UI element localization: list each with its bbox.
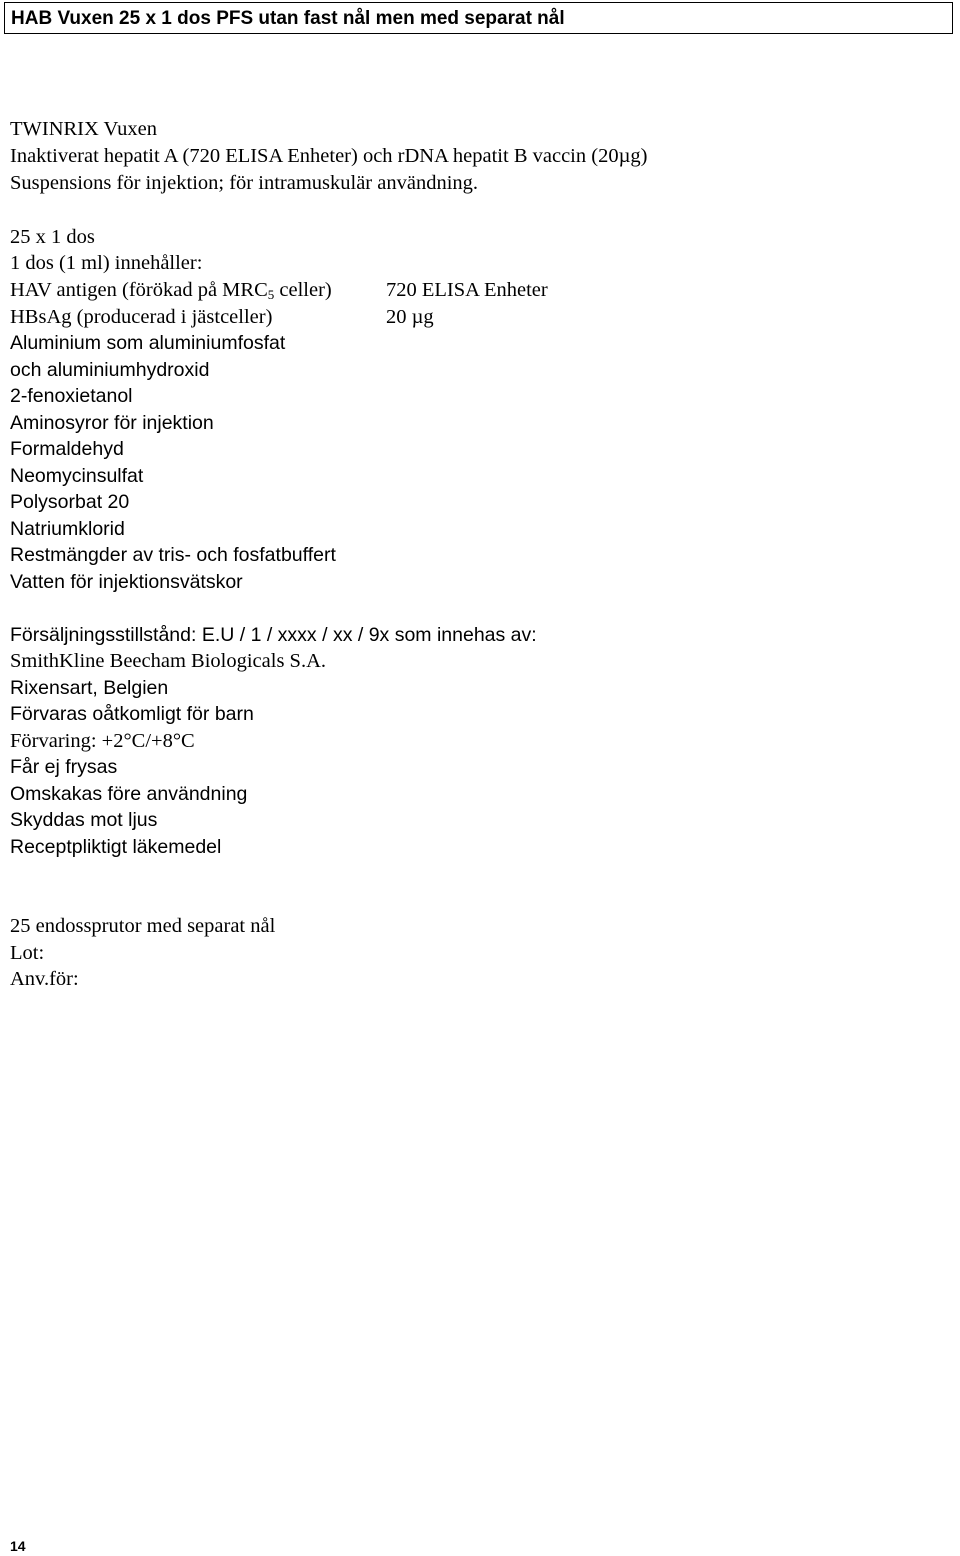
- excipient-item: och aluminiumhydroxid: [10, 359, 210, 381]
- header-box: [4, 2, 953, 34]
- product-name: TWINRIX Vuxen: [10, 118, 157, 140]
- hav-antigen-row: [10, 278, 332, 302]
- protect-from-light: Skyddas mot ljus: [10, 809, 158, 831]
- excipient-item: Aluminium som aluminiumfosfat: [10, 332, 286, 354]
- excipient-item: Formaldehyd: [10, 438, 124, 460]
- composition-intro: 1 dos (1 ml) innehåller:: [10, 252, 203, 274]
- excipient-item: Polysorbat 20: [10, 491, 130, 513]
- expiry-label: Anv.för:: [10, 968, 79, 990]
- excipient-item: Neomycinsulfat: [10, 465, 144, 487]
- product-form: Suspensions för injektion; för intramuskulär användning.: [10, 172, 479, 194]
- prescription-only: Receptpliktigt läkemedel: [10, 836, 222, 858]
- keep-from-children: Förvaras oåtkomligt för barn: [10, 703, 254, 725]
- hav-antigen-subscript: 5: [267, 287, 275, 302]
- hav-antigen-label-end: celler): [274, 279, 332, 301]
- lot-label: Lot:: [10, 942, 45, 964]
- pack-size: 25 x 1 dos: [10, 226, 95, 248]
- excipient-item: 2-fenoxietanol: [10, 385, 133, 407]
- marketing-authorisation: Försäljningsstillstånd: E.U / 1 / xxxx / xx / 9x som innehas av:: [10, 624, 537, 646]
- hav-antigen-label: HAV antigen (förökad på MRC: [10, 279, 268, 301]
- excipient-item: Vatten för injektionsvätskor: [10, 571, 243, 593]
- product-description: Inaktiverat hepatit A (720 ELISA Enheter) och rDNA hepatit B vaccin (20µg): [10, 145, 648, 167]
- holder-location: Rixensart, Belgien: [10, 677, 169, 699]
- page-title: HAB Vuxen 25 x 1 dos PFS utan fast nål men med separat nål: [11, 8, 565, 29]
- page-number: 14: [10, 1538, 26, 1554]
- storage-temperature: Förvaring: +2°C/+8°C: [10, 730, 195, 752]
- hav-antigen-amount: 720 ELISA Enheter: [386, 279, 548, 301]
- excipient-item: Aminosyror för injektion: [10, 412, 214, 434]
- shake-before-use: Omskakas före användning: [10, 783, 248, 805]
- hbsag-amount: 20 µg: [386, 306, 434, 328]
- hbsag-label: HBsAg (producerad i jästceller): [10, 306, 273, 328]
- syringe-count: 25 endossprutor med separat nål: [10, 915, 276, 937]
- authorisation-holder: SmithKline Beecham Biologicals S.A.: [10, 650, 327, 672]
- excipient-item: Natriumklorid: [10, 518, 125, 540]
- do-not-freeze: Får ej frysas: [10, 756, 118, 778]
- excipient-item: Restmängder av tris- och fosfatbuffert: [10, 544, 336, 566]
